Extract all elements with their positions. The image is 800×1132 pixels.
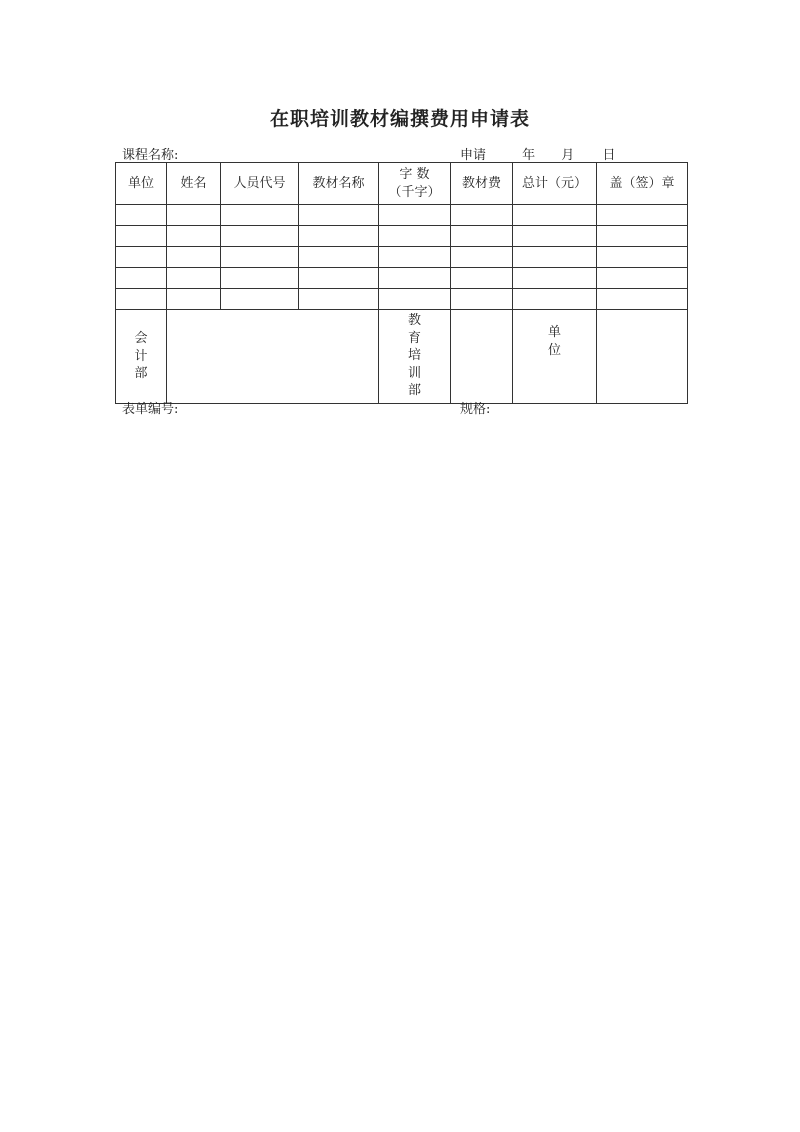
accounting-label: 会计部 — [134, 331, 148, 382]
col-header-word-count — [379, 163, 451, 205]
table-cell[interactable] — [379, 247, 451, 268]
col-header-material-name: 教材名称 — [299, 163, 379, 205]
col-header-unit: 单位 — [116, 163, 167, 205]
table-cell[interactable] — [299, 289, 379, 310]
apply-label: 申请 — [460, 148, 487, 163]
approval-row — [116, 310, 688, 404]
table-row — [116, 247, 688, 268]
accounting-label-cell — [116, 310, 167, 404]
year-label: 年 — [522, 148, 536, 163]
table-cell[interactable] — [513, 289, 597, 310]
table-cell[interactable] — [379, 268, 451, 289]
table-cell[interactable] — [299, 247, 379, 268]
col-header-seal: 盖（签）章 — [597, 163, 688, 205]
table-cell[interactable] — [221, 247, 299, 268]
table-cell[interactable] — [513, 247, 597, 268]
unit-label-cell — [513, 310, 597, 404]
form-number-label: 表单编号: — [122, 402, 179, 417]
table-cell[interactable] — [597, 226, 688, 247]
col-header-material-fee: 教材费 — [451, 163, 513, 205]
table-cell[interactable] — [379, 226, 451, 247]
table-cell[interactable] — [167, 247, 221, 268]
course-name-label: 课程名称: — [122, 148, 179, 163]
table-cell[interactable] — [167, 226, 221, 247]
table-cell[interactable] — [116, 268, 167, 289]
application-table — [115, 162, 688, 404]
table-cell[interactable] — [221, 268, 299, 289]
word-count-label: 字 数 — [399, 166, 430, 182]
table-cell[interactable] — [299, 205, 379, 226]
col-header-staff-id: 人员代号 — [221, 163, 299, 205]
word-count-unit: （千字） — [388, 184, 441, 200]
table-cell[interactable] — [451, 268, 513, 289]
table-cell[interactable] — [167, 289, 221, 310]
table-cell[interactable] — [513, 226, 597, 247]
table-cell[interactable] — [451, 289, 513, 310]
table-cell[interactable] — [299, 268, 379, 289]
table-cell[interactable] — [116, 289, 167, 310]
table-cell[interactable] — [597, 247, 688, 268]
table-cell[interactable] — [299, 226, 379, 247]
table-cell[interactable] — [597, 289, 688, 310]
unit-sign-area[interactable] — [597, 310, 688, 404]
table-cell[interactable] — [379, 289, 451, 310]
table-cell[interactable] — [513, 268, 597, 289]
table-cell[interactable] — [167, 268, 221, 289]
table-cell[interactable] — [597, 268, 688, 289]
training-label: 教育培训部 — [408, 313, 422, 399]
col-header-name: 姓名 — [167, 163, 221, 205]
spec-label: 规格: — [460, 402, 491, 417]
training-label-cell — [379, 310, 451, 404]
training-sign-area[interactable] — [451, 310, 513, 404]
table-cell[interactable] — [451, 205, 513, 226]
table-cell[interactable] — [221, 205, 299, 226]
apply-date-line — [460, 144, 615, 163]
table-row — [116, 289, 688, 310]
table-cell[interactable] — [379, 205, 451, 226]
table-cell[interactable] — [167, 205, 221, 226]
col-header-total: 总计（元） — [513, 163, 597, 205]
table-row — [116, 205, 688, 226]
table-cell[interactable] — [221, 226, 299, 247]
table-cell[interactable] — [451, 247, 513, 268]
day-label: 日 — [602, 148, 616, 163]
table-cell[interactable] — [597, 205, 688, 226]
month-label: 月 — [561, 148, 575, 163]
table-row — [116, 268, 688, 289]
table-row — [116, 226, 688, 247]
table-header-row — [116, 163, 688, 205]
table-cell[interactable] — [451, 226, 513, 247]
table-cell[interactable] — [116, 226, 167, 247]
table-cell[interactable] — [116, 205, 167, 226]
table-cell[interactable] — [513, 205, 597, 226]
unit-label: 单位 — [548, 325, 562, 358]
table-cell[interactable] — [116, 247, 167, 268]
accounting-sign-area[interactable] — [167, 310, 379, 404]
form-title: 在职培训教材编撰费用申请表 — [269, 108, 530, 130]
table-cell[interactable] — [221, 289, 299, 310]
